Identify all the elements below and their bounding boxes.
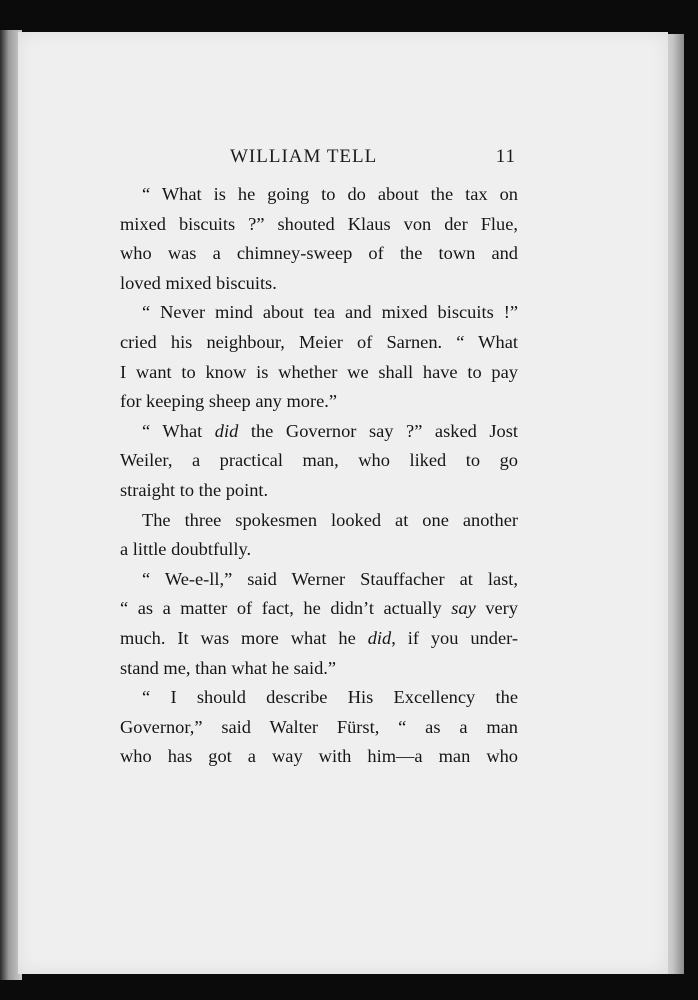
text-line: The three spokesmen looked at one another (142, 509, 518, 530)
text-line: “ as a matter of fact, he didn’t actually say very (120, 598, 518, 619)
text-line: who was a chimney-sweep of the town and (120, 243, 518, 264)
running-title: WILLIAM TELL (230, 146, 378, 167)
text-line: straight to the point. (120, 479, 269, 500)
text-line: I want to know is whether we shall have to pay (120, 361, 518, 382)
text-line: much. It was more what he did, if you under- (120, 627, 518, 648)
text-line: who has got a way with him—a man who (120, 746, 518, 767)
text-line: “ Never mind about tea and mixed biscuits !” (142, 302, 518, 323)
text-line: loved mixed biscuits. (120, 272, 277, 293)
text-line: “ What did the Governor say ?” asked Jost (142, 420, 518, 441)
running-header (122, 146, 518, 170)
body-text (120, 180, 518, 772)
text-line: cried his neighbour, Meier of Sarnen. “ What (120, 331, 518, 352)
text-line: Weiler, a practical man, who liked to go (120, 450, 518, 471)
text-line: mixed biscuits ?” shouted Klaus von der Flue, (120, 213, 518, 234)
text-line: a little doubtfully. (120, 539, 252, 560)
text-line: Governor,” said Walter Fürst, “ as a man (120, 716, 518, 737)
page-number: 11 (495, 146, 516, 167)
text-line: for keeping sheep any more.” (120, 391, 338, 412)
text-line: “ We-e-ll,” said Werner Stauffacher at last, (142, 568, 518, 589)
text-line: stand me, than what he said.” (120, 657, 337, 678)
text-line: “ What is he going to do about the tax on (142, 184, 518, 204)
text-line: “ I should describe His Excellency the (142, 687, 518, 708)
